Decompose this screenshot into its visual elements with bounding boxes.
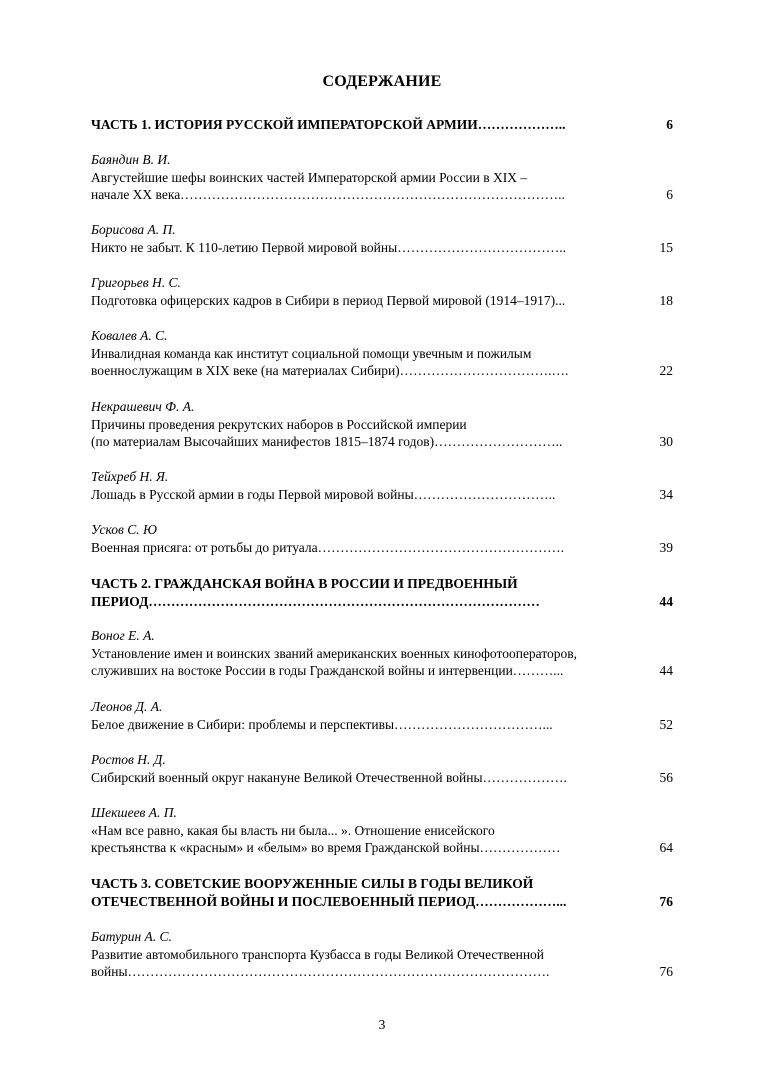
entry-title-line: начале XX века………………………………………………………………………….. 6 bbox=[91, 187, 673, 203]
toc-entry bbox=[91, 221, 673, 256]
part-heading-2 bbox=[91, 575, 673, 610]
part-heading-1 bbox=[91, 116, 673, 134]
entry-title-line: Военная присяга: от ротьбы до ритуала………………………………………………. 39 bbox=[91, 539, 673, 555]
entry-title-line: Установление имен и воинских званий американских военных кинофотооператоров, bbox=[91, 645, 578, 661]
entry-title-line: Августейшие шефы воинских частей Императорской армии России в XIX – bbox=[91, 169, 528, 185]
part-heading-3 bbox=[91, 875, 673, 910]
entry-title-line: Никто не забыт. К 110-летию Первой мировой войны……………………………….. 15 bbox=[91, 239, 673, 255]
entry-author: Батурин А. С. bbox=[91, 929, 172, 944]
entry-author: Борисова А. П. bbox=[91, 222, 176, 237]
part-heading-line: ОТЕЧЕСТВЕННОЙ ВОЙНЫ И ПОСЛЕВОЕННЫЙ ПЕРИОД………………... 76 bbox=[91, 893, 673, 909]
page-number: 3 bbox=[378, 1017, 386, 1032]
toc-entry bbox=[91, 398, 673, 451]
toc-entry bbox=[91, 151, 673, 204]
page-ref: 44 bbox=[659, 593, 673, 609]
entry-author: Некрашевич Ф. А. bbox=[91, 399, 195, 414]
toc-entry bbox=[91, 521, 673, 556]
page-ref: 44 bbox=[659, 663, 673, 679]
part-heading-line: ЧАСТЬ 2. ГРАЖДАНСКАЯ ВОЙНА В РОССИИ И ПРЕДВОЕННЫЙ bbox=[91, 576, 518, 591]
page-ref: 18 bbox=[659, 292, 673, 308]
entry-author: Усков С. Ю bbox=[91, 522, 157, 537]
entry-title-line: крестьянства к «красным» и «белым» во время Гражданской войны……………… 64 bbox=[91, 840, 673, 856]
entry-title-line: военнослужащим в XIX веке (на материалах Сибири)…………………………….…. 22 bbox=[91, 363, 673, 379]
entry-author: Шекшеев А. П. bbox=[91, 805, 177, 820]
toc-entry bbox=[91, 274, 673, 309]
entry-title-line: Сибирский военный округ накануне Великой Отечественной войны………………. 56 bbox=[91, 769, 673, 785]
page-ref: 76 bbox=[659, 893, 673, 909]
page-ref: 30 bbox=[659, 434, 673, 450]
page-ref: 6 bbox=[666, 117, 673, 132]
entry-author: Григорьев Н. С. bbox=[91, 275, 181, 290]
entry-title-line: Развитие автомобильного транспорта Кузбасса в годы Великой Отечественной bbox=[91, 946, 545, 962]
page-ref: 52 bbox=[659, 716, 673, 732]
toc-entry bbox=[91, 327, 673, 380]
entry-title-line: служивших на востоке России в годы Гражданской войны и интервенции………... 44 bbox=[91, 663, 673, 679]
part-heading-line: ПЕРИОД…………………………………………………………………………… 44 bbox=[91, 593, 673, 609]
entry-title-line: Лошадь в Русской армии в годы Первой мировой войны………………………….. 34 bbox=[91, 486, 673, 502]
part-heading-line: ЧАСТЬ 1. ИСТОРИЯ РУССКОЙ ИМПЕРАТОРСКОЙ АРМИИ……………….. 6 bbox=[91, 117, 673, 132]
entry-title-line: «Нам все равно, какая бы власть ни была... ». Отношение енисейского bbox=[91, 822, 495, 838]
entry-title-line: Подготовка офицерских кадров в Сибири в период Первой мировой (1914–1917)... 18 bbox=[91, 292, 673, 308]
entry-author: Тейхреб Н. Я. bbox=[91, 469, 169, 484]
page-ref: 22 bbox=[659, 363, 673, 379]
page-ref: 39 bbox=[659, 539, 673, 555]
toc-entry bbox=[91, 627, 673, 680]
page-ref: 6 bbox=[666, 187, 673, 203]
entry-title-line: Причины проведения рекрутских наборов в Российской империи bbox=[91, 416, 467, 432]
entry-author: Баяндин В. И. bbox=[91, 152, 171, 167]
toc-entry bbox=[91, 468, 673, 503]
entry-title-line: войны…………………………………………………………………………………. 76 bbox=[91, 964, 673, 980]
toc-entry bbox=[91, 928, 673, 981]
entry-author: Ковалев А. С. bbox=[91, 328, 168, 343]
entry-author: Леонов Д. А. bbox=[91, 699, 163, 714]
page-title: СОДЕРЖАНИЕ bbox=[322, 73, 442, 90]
entry-title-line: Белое движение в Сибири: проблемы и перспективы……………………………... 52 bbox=[91, 716, 673, 732]
page-ref: 34 bbox=[659, 486, 673, 502]
part-heading-line: ЧАСТЬ 3. СОВЕТСКИЕ ВООРУЖЕННЫЕ СИЛЫ В ГОДЫ ВЕЛИКОЙ bbox=[91, 876, 534, 891]
entry-title-line: (по материалам Высочайших манифестов 1815–1874 годов)……………………….. 30 bbox=[91, 434, 673, 450]
toc-entry bbox=[91, 751, 673, 786]
entry-author: Ростов Н. Д. bbox=[91, 752, 166, 767]
page-ref: 56 bbox=[659, 769, 673, 785]
toc-entry bbox=[91, 804, 673, 857]
entry-author: Воног Е. А. bbox=[91, 628, 155, 643]
entry-title-line: Инвалидная команда как институт социальной помощи увечным и пожилым bbox=[91, 345, 532, 361]
page-ref: 64 bbox=[659, 840, 673, 856]
page-ref: 76 bbox=[659, 964, 673, 980]
toc-entry bbox=[91, 698, 673, 733]
page-ref: 15 bbox=[659, 239, 673, 255]
